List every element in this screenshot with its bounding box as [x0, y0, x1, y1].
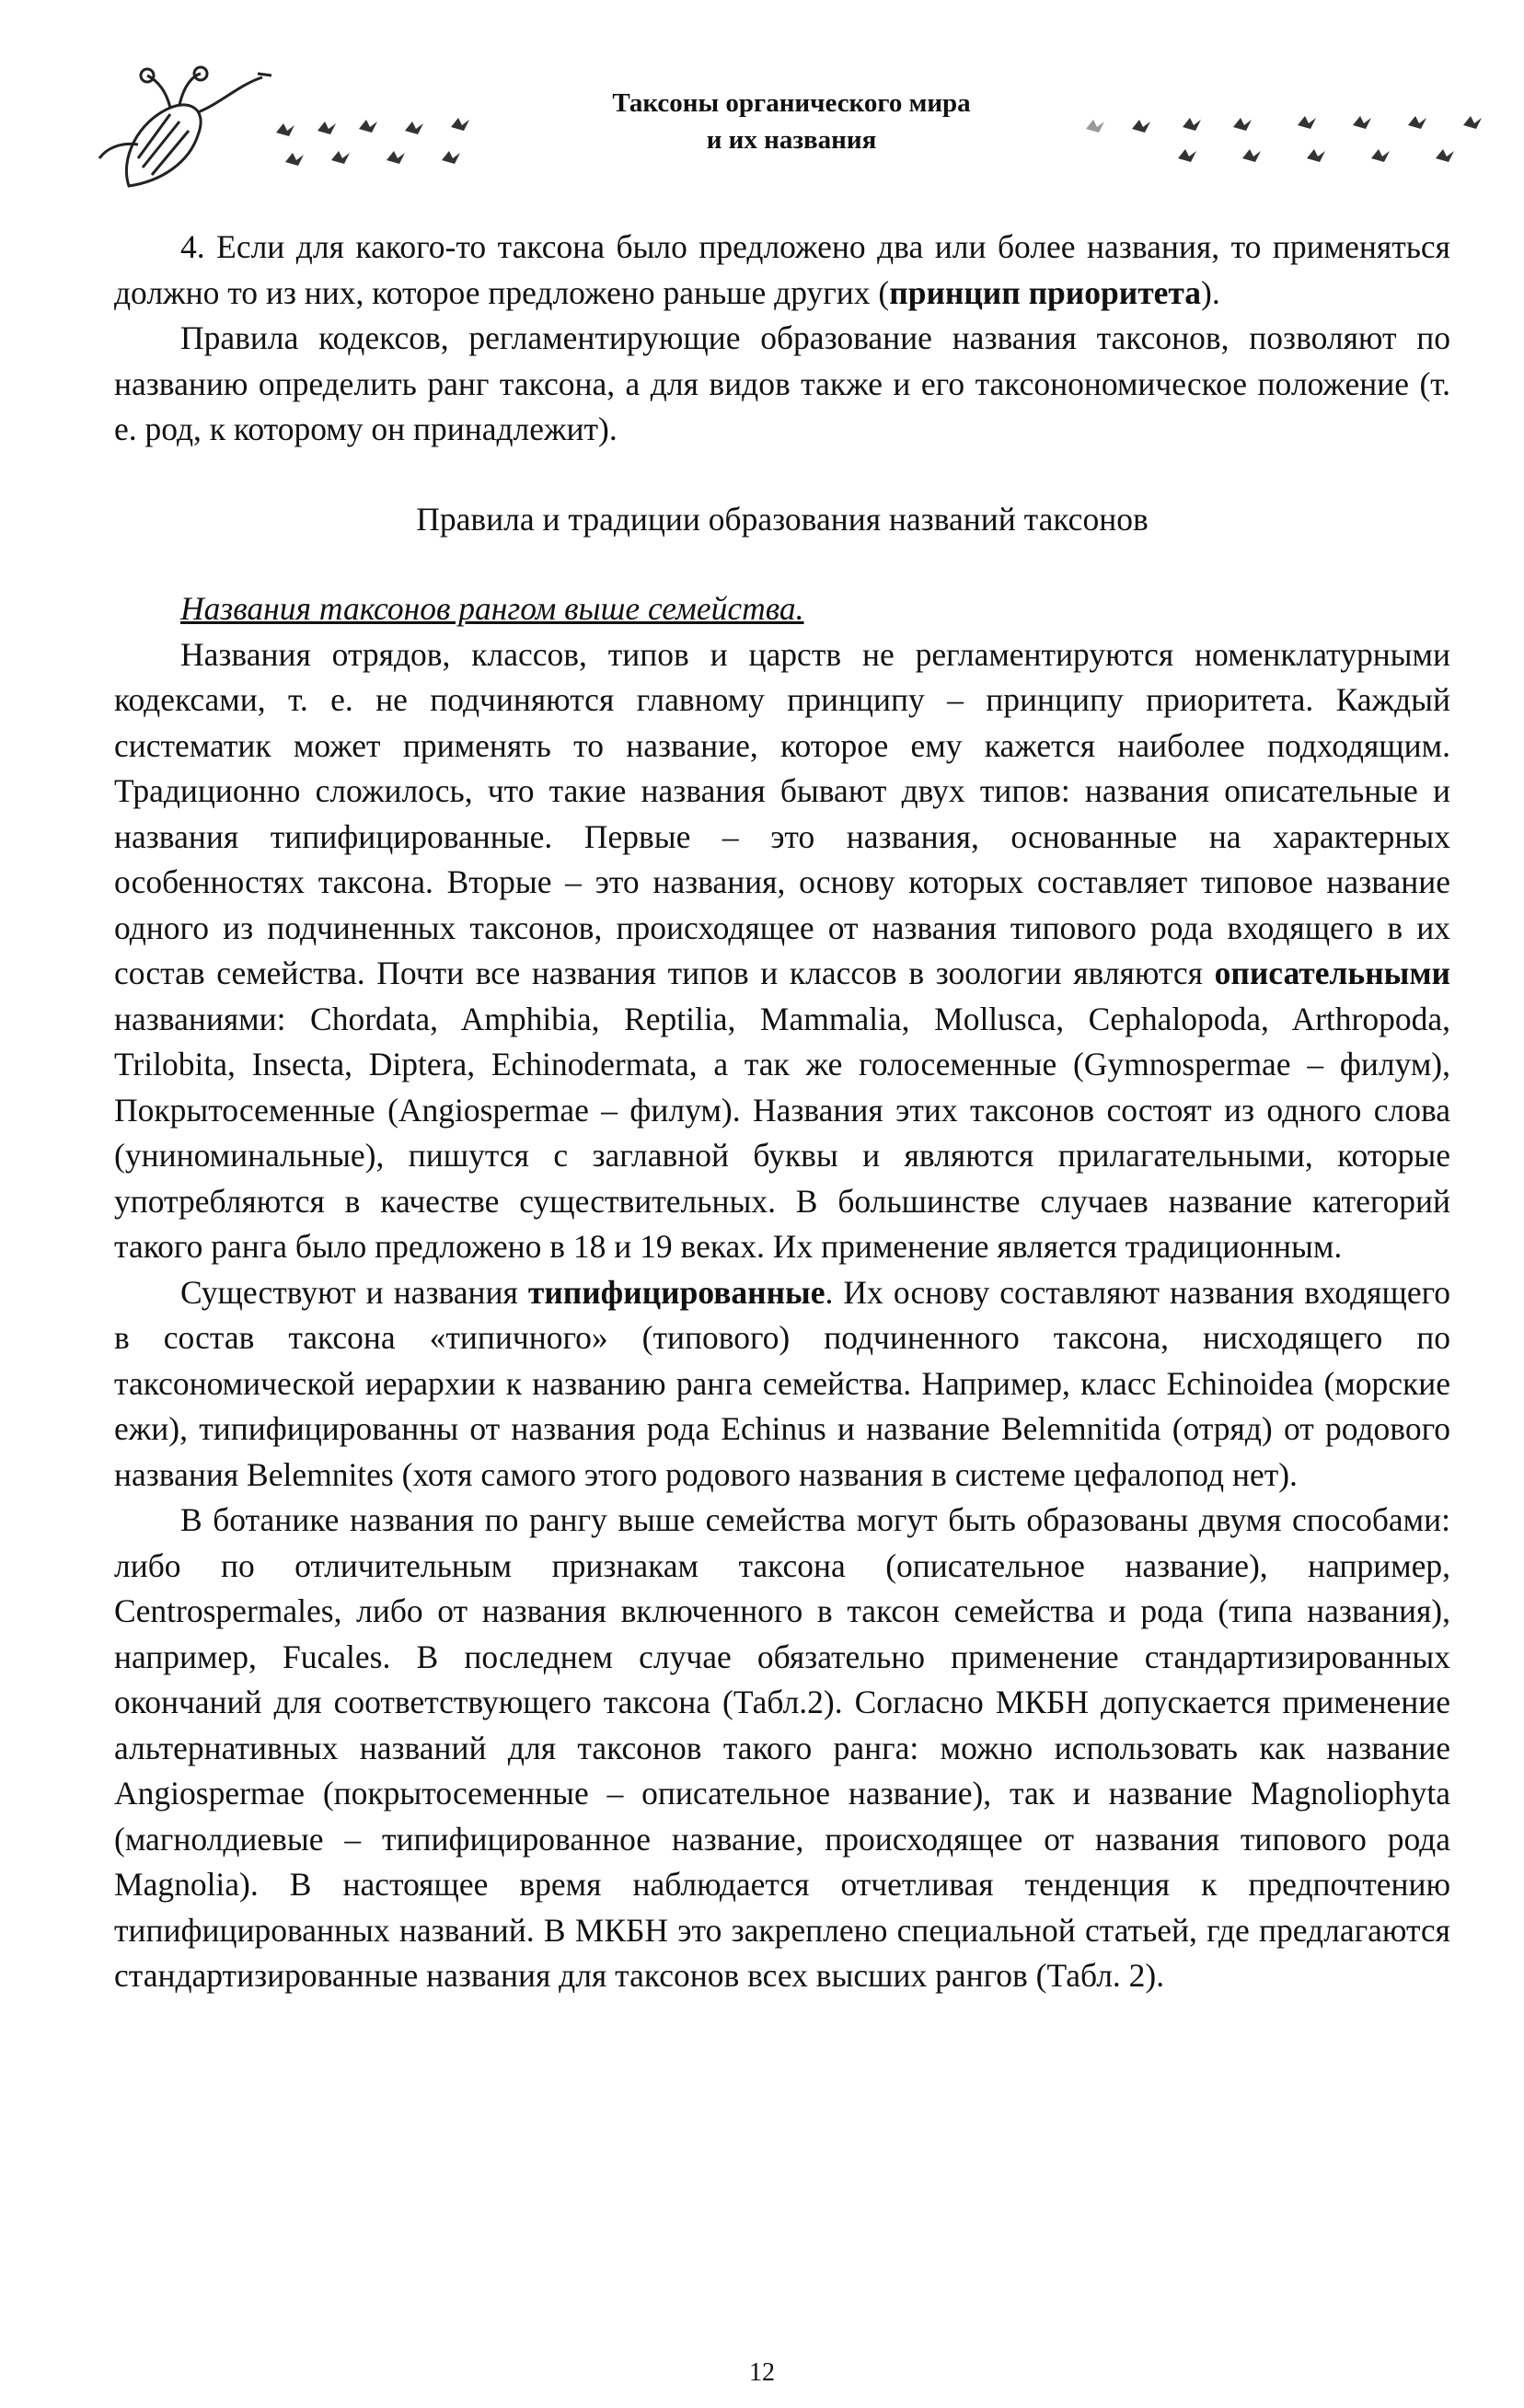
flying-birds-icon	[1068, 96, 1491, 169]
paragraph-descriptive-names: Названия отрядов, классов, типов и царств не регламентируются номенклатурными кодексами, т. е. не подчиняются главному принципу – принципу приоритета. Каждый систематик может применять то название, которое ему кажется наиболее подходящим. Традиционно сложилось, что такие названия бывают двух типов: названия описательные и названия типифицированные. Первые – это названия, основанные на характерных особенностях таксона. Вторые – это названия, основу которых составляет типовое название одного из подчиненных таксонов, происходящее от названия типового рода входящего в их состав семейства. Почти все названия типов и классов в зоологии являются описательными названиями: Chordata, Amphibia, Reptilia, Mammalia, Mollusca, Cephalopoda, Arthropoda, Trilobita, Insecta, Diptera, Echinodermata, а так же голосеменные (Gymnospermae – филум), Покрытосеменные (Angiospermae – филум). Названия этих таксонов состоят из одного слова (униноминальные), пишутся с заглавной буквы и являются прилагательными, которые употребляются в качестве существительных. В большинстве случаев название категорий такого ранга было предложено в 18 и 19 веках. Их применение является традиционным.	[114, 635, 1450, 1265]
paragraph-code-rules: Правила кодексов, регламентирующие образование названия таксонов, позволяют по названию определить ранг таксона, а для видов также и его таксонономическое положение (т. е. род, к которому он принадлежит).	[114, 319, 1450, 447]
page-number: 12	[749, 2358, 775, 2387]
header-title	[589, 85, 994, 158]
paragraph-priority-rule: 4. Если для какого-то таксона было предложено два или более названия, то применяться должно то из них, которое предложено раньше других (принцип приоритета).	[114, 228, 1450, 311]
section-title: Правила и традиции образования названий таксонов	[416, 500, 1149, 538]
running-header	[92, 57, 1491, 195]
header-title-line-1: Таксоны органического мира	[612, 88, 971, 118]
flying-birds-icon	[267, 96, 598, 169]
header-title-line-2: и их названия	[706, 125, 877, 155]
body-text	[114, 225, 1450, 1999]
paragraph-botany-names: В ботанике названия по рангу выше семейства могут быть образованы двумя способами: либо по отличительным признакам таксона (описательное название), например, Centrospermales, либо от названия включенного в таксон семейства и рода (типа названия), например, Fucales. В последнем случае обязательно применение стандартизированных окончаний для соответствующего таксона (Табл.2). Согласно МКБН допускается применение альтернативных названий для таксонов такого ранга: можно использовать как название Angiospermae (покрытосеменные – описательное название), так и название Magnoliophyta (магнолдиевые – типифицированное название, происходящее от названия типового рода Magnolia). В настоящее время наблюдается отчетливая тенденция к предпочтению типифицированных названий. В МКБН это закреплено специальной статьей, где предлагаются стандартизированные названия для таксонов всех высших рангов (Табл. 2).	[114, 1501, 1450, 1994]
subsection-title: Названия таксонов рангом выше семейства.	[180, 590, 804, 627]
paragraph-typified-names: Существуют и названия типифицированные. Их основу составляют названия входящего в состав таксона «типичного» (типового) подчиненного таксона, нисходящего по таксономической иерархии к названию ранга семейства. Например, класс Echinoidea (морские ежи), типифицированны от названия рода Echinus и название Belemnitida (отряд) от родового названия Belemnites (хотя самого этого родового названия в системе цефалопод нет).	[114, 1273, 1451, 1493]
insect-larva-icon	[92, 57, 285, 195]
